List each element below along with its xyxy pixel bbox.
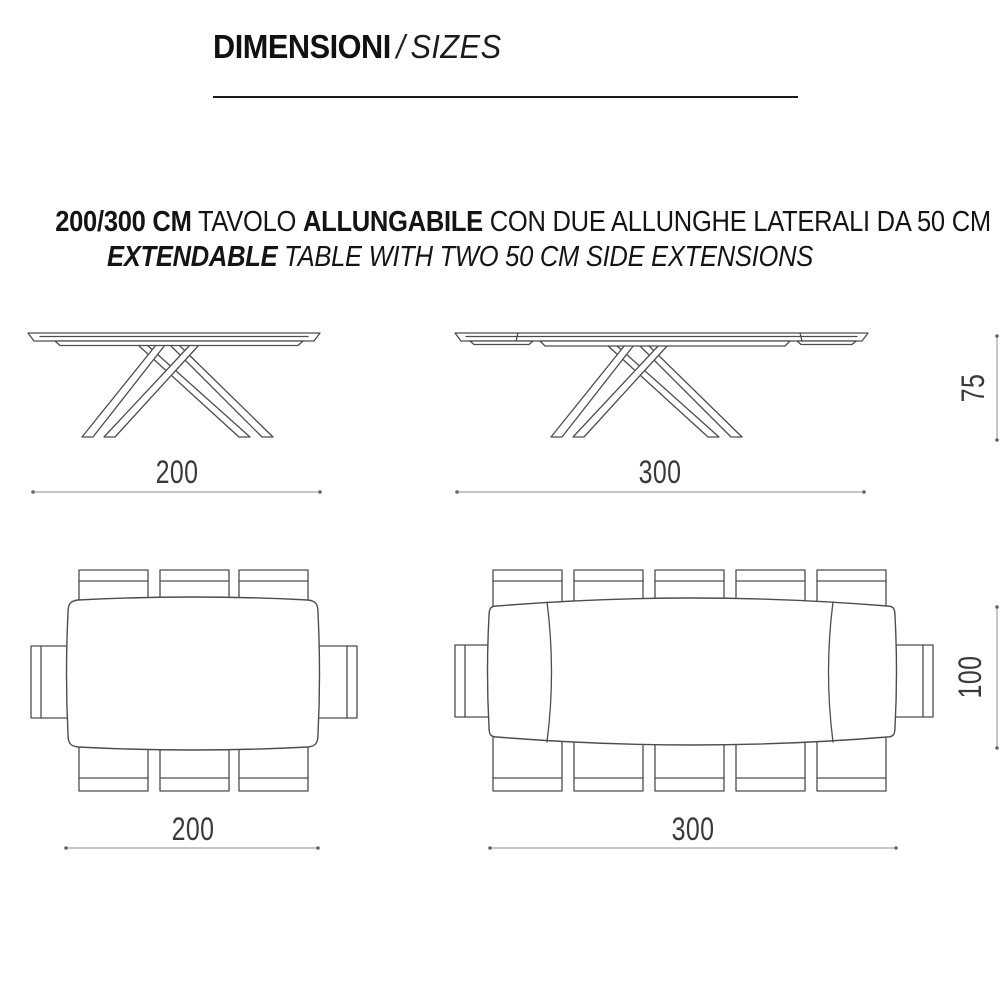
dimension-value-table-depth: 100 — [952, 655, 988, 699]
dimension-line-side-closed-width — [31, 490, 322, 494]
tabletop-closed — [67, 597, 320, 750]
dimension-value-side-extended-width: 300 — [638, 454, 682, 490]
table-top-view-extended — [455, 570, 933, 791]
description-line-italian: 200/300 CM TAVOLO ALLUNGABILE CON DUE ALLUNGHE LATERALI DA 50 CM — [55, 206, 991, 238]
dimension-line-table-depth — [995, 605, 999, 750]
table-side-view-closed — [28, 333, 320, 437]
title-italian: DIMENSIONI — [213, 28, 391, 65]
dimension-value-top-closed-width: 200 — [171, 811, 215, 847]
description-line-english: EXTENDABLE TABLE WITH TWO 50 CM SIDE EXTENSIONS — [106, 240, 814, 273]
extension-rail-right — [797, 341, 856, 345]
table-top-view-closed — [31, 570, 357, 791]
table-side-view-extended — [455, 333, 868, 437]
title-english: SIZES — [410, 28, 502, 65]
dimension-value-side-closed-width: 200 — [155, 454, 199, 490]
dimension-value-table-height: 75 — [955, 373, 991, 403]
dimension-line-table-height — [995, 334, 999, 442]
title-divider: / — [396, 28, 405, 65]
extension-rail-left — [470, 341, 533, 345]
dimension-value-top-extended-width: 300 — [671, 811, 715, 847]
dimension-line-side-extended-width — [455, 490, 866, 494]
